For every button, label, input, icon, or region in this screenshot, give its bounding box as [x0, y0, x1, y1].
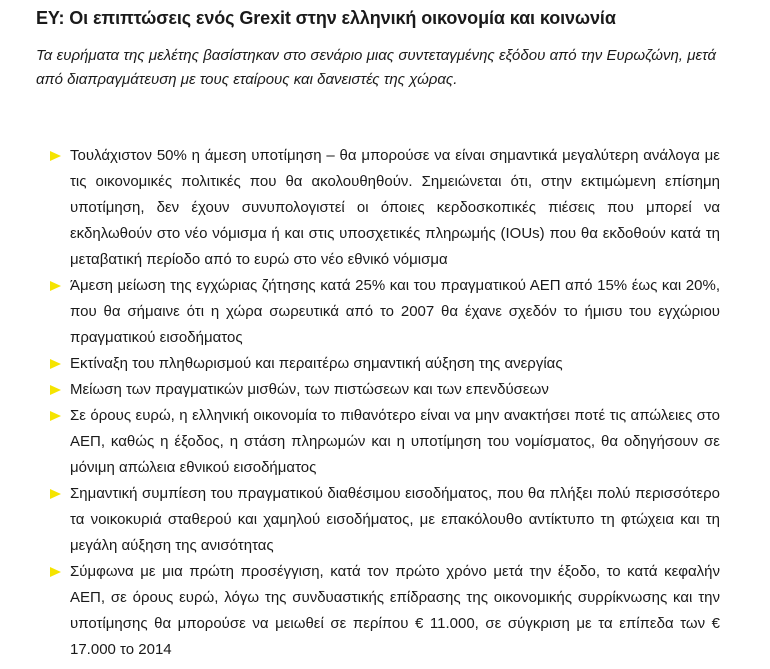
list-item-text: Τουλάχιστον 50% η άμεση υποτίμηση – θα μπορούσε να είναι σημαντικά μεγαλύτερη ανάλογα με τις οικονομικές πολιτικές που θα ακολουθηθούν. Σημειώνεται ότι, στην εκτιμώμενη επίσημη υποτίμηση, δεν έχουν συνυπολογιστεί οι όποιες κερδοσκοπικές πιέσεις που μπορεί να εκδηλωθούν στο νέο νόμισμα ή και στις υποσχετικές πληρωμής (IOUs) που θα εκδοθούν κατά τη μεταβατική περίοδο από το ευρώ στο νέο εθνικό νόμισμα	[70, 147, 720, 268]
list-item	[48, 273, 720, 351]
list-item-text: Σύμφωνα με μια πρώτη προσέγγιση, κατά τον πρώτο χρόνο μετά την έξοδο, το κατά κεφαλήν ΑΕΠ, σε όρους ευρώ, λόγω της συνδυαστικής επίδρασης της οικονομικής συρρίκνωσης και την υποτίμησης θα μπορούσε να μειωθεί σε περίπου € 11.000, σε σύγκριση με τα επίπεδα των € 17.000 το 2014	[70, 563, 720, 658]
triangle-bullet-icon	[50, 151, 61, 161]
document-title: ΕΥ: Οι επιπτώσεις ενός Grexit στην ελληνική οικονομία και κοινωνία	[36, 8, 616, 28]
list-item-text: Μείωση των πραγματικών μισθών, των πιστώσεων και των επενδύσεων	[70, 381, 549, 398]
triangle-bullet-icon	[50, 489, 61, 499]
list-item-text: Εκτίναξη του πληθωρισμού και περαιτέρω σημαντική αύξηση της ανεργίας	[70, 355, 563, 372]
triangle-bullet-icon	[50, 411, 61, 421]
list-item-text: Άμεση μείωση της εγχώριας ζήτησης κατά 25% και του πραγματικού ΑΕΠ από 15% έως και 20%, που θα σήμαινε ότι η χώρα σωρευτικά από το 2007 θα έχανε σχεδόν το ήμισυ του εγχώριου πραγματικού εισοδήματος	[70, 277, 720, 346]
list-item	[48, 559, 720, 663]
findings-list	[48, 143, 720, 663]
list-item	[48, 143, 720, 273]
triangle-bullet-icon	[50, 385, 61, 395]
triangle-bullet-icon	[50, 281, 61, 291]
list-item-text: Σημαντική συμπίεση του πραγματικού διαθέσιμου εισοδήματος, που θα πλήξει πολύ περισσότερο τα νοικοκυριά σταθερού και χαμηλού εισοδήματος, με επακόλουθο αντίκτυπο τη φτώχεια και τη μεγάλη αύξηση της ανισότητας	[70, 485, 720, 554]
triangle-bullet-icon	[50, 359, 61, 369]
list-item	[48, 377, 720, 403]
intro-paragraph: Τα ευρήματα της μελέτης βασίστηκαν στο σενάριο μιας συντεταγμένης εξόδου από την Ευρωζώνη, μετά από διαπραγμάτευση με τους εταίρους και δανειστές της χώρας.	[36, 47, 716, 88]
list-item	[48, 403, 720, 481]
list-item	[48, 481, 720, 559]
list-item	[48, 351, 720, 377]
list-item-text: Σε όρους ευρώ, η ελληνική οικονομία το πιθανότερο είναι να μην ανακτήσει ποτέ τις απώλειες στο ΑΕΠ, καθώς η έξοδος, η στάση πληρωμών και η υποτίμηση του νομίσματος, θα οδηγήσουν σε μόνιμη απώλεια εθνικού εισοδήματος	[70, 407, 720, 476]
triangle-bullet-icon	[50, 567, 61, 577]
